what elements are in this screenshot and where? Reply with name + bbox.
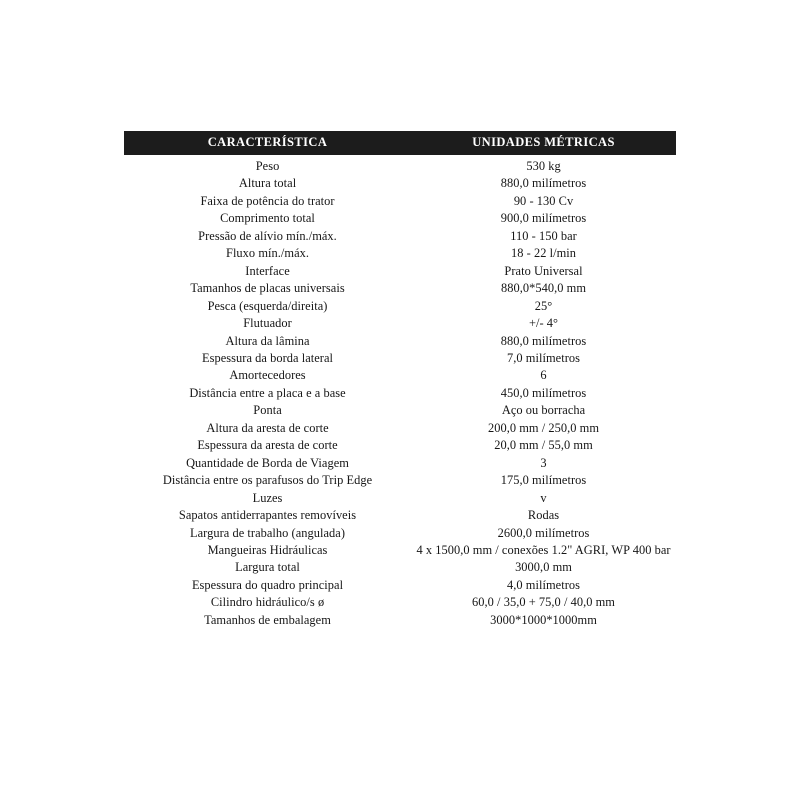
- cell-value: 4,0 milímetros: [507, 577, 580, 592]
- column-header-metric: UNIDADES MÉTRICAS: [411, 131, 676, 155]
- cell-feature: Ponta: [253, 403, 282, 418]
- table-row: [124, 227, 676, 244]
- table-header-row: [124, 131, 676, 155]
- cell-value: 110 - 150 bar: [510, 228, 577, 243]
- cell-feature: Flutuador: [243, 316, 292, 331]
- table-body: [124, 155, 676, 629]
- table-row: [124, 332, 676, 349]
- cell-feature: Tamanhos de embalagem: [204, 612, 331, 627]
- table-row: [124, 541, 676, 558]
- cell-value: 20,0 mm / 55,0 mm: [494, 438, 593, 453]
- cell-feature: Cilindro hidráulico/s ø: [210, 595, 325, 610]
- cell-feature: Luzes: [252, 490, 283, 505]
- cell-feature: Pesca (esquerda/direita): [207, 298, 328, 313]
- column-header-feature: CARACTERÍSTICA: [124, 131, 411, 155]
- cell-value: 90 - 130 Cv: [513, 193, 574, 208]
- cell-feature: Pressão de alívio mín./máx.: [198, 228, 337, 243]
- table-row: [124, 506, 676, 523]
- cell-value: 18 - 22 l/min: [511, 246, 577, 261]
- cell-value: Aço ou borracha: [501, 403, 586, 418]
- table-row: [124, 175, 676, 192]
- cell-feature: Tamanhos de placas universais: [190, 281, 345, 296]
- table-row: [124, 524, 676, 541]
- cell-feature: Largura de trabalho (angulada): [189, 525, 346, 540]
- cell-feature: Espessura do quadro principal: [191, 577, 344, 592]
- cell-value: 4 x 1500,0 mm / conexões 1.2" AGRI, WP 400 bar: [416, 542, 671, 557]
- specifications-table-container: [124, 131, 676, 629]
- cell-feature: Sapatos antiderrapantes removíveis: [178, 508, 357, 523]
- table-row: [124, 192, 676, 209]
- cell-value: v: [540, 490, 547, 505]
- cell-value: 6: [540, 368, 547, 383]
- table-row: [124, 155, 676, 175]
- cell-value: 3000*1000*1000mm: [490, 612, 597, 627]
- cell-feature: Interface: [245, 263, 290, 278]
- table-row: [124, 349, 676, 366]
- table-row: [124, 280, 676, 297]
- cell-feature: Altura da aresta de corte: [206, 420, 329, 435]
- table-row: [124, 454, 676, 471]
- cell-feature: Largura total: [235, 560, 300, 575]
- cell-value: 880,0*540,0 mm: [501, 281, 587, 296]
- cell-value: 175,0 milímetros: [500, 473, 587, 488]
- cell-value: Prato Universal: [504, 263, 583, 278]
- cell-value: 880,0 milímetros: [500, 333, 587, 348]
- table-row: [124, 576, 676, 593]
- cell-feature: Espessura da aresta de corte: [197, 438, 338, 453]
- table-row: [124, 472, 676, 489]
- table-row: [124, 594, 676, 611]
- cell-value: 25°: [534, 298, 553, 313]
- table-row: [124, 367, 676, 384]
- cell-value: 60,0 / 35,0 + 75,0 / 40,0 mm: [472, 595, 615, 610]
- cell-feature: Altura da lâmina: [225, 333, 310, 348]
- cell-feature: Fluxo mín./máx.: [226, 246, 310, 261]
- specifications-table: [124, 131, 676, 629]
- table-row: [124, 419, 676, 436]
- cell-value: 530 kg: [526, 159, 561, 173]
- cell-feature: Distância entre os parafusos do Trip Edge: [162, 473, 373, 488]
- cell-feature: Distância entre a placa e a base: [189, 385, 346, 400]
- table-row: [124, 611, 676, 628]
- cell-value: 3000,0 mm: [515, 560, 572, 575]
- cell-value: 7,0 milímetros: [507, 350, 580, 365]
- table-header: [124, 131, 676, 155]
- table-row: [124, 489, 676, 506]
- cell-feature: Amortecedores: [229, 368, 306, 383]
- cell-feature: Peso: [255, 159, 280, 173]
- table-row: [124, 314, 676, 331]
- cell-feature: Comprimento total: [220, 211, 315, 226]
- table-row: [124, 210, 676, 227]
- cell-value: 2600,0 milímetros: [497, 525, 590, 540]
- cell-feature: Quantidade de Borda de Viagem: [186, 455, 349, 470]
- cell-feature: Espessura da borda lateral: [202, 350, 334, 365]
- cell-value: +/- 4°: [528, 316, 559, 331]
- table-row: [124, 262, 676, 279]
- cell-value: Rodas: [527, 508, 560, 523]
- cell-value: 450,0 milímetros: [500, 385, 587, 400]
- cell-value: 900,0 milímetros: [500, 211, 587, 226]
- table-row: [124, 437, 676, 454]
- table-row: [124, 297, 676, 314]
- cell-feature: Altura total: [238, 176, 297, 191]
- table-row: [124, 384, 676, 401]
- table-row: [124, 559, 676, 576]
- table-row: [124, 245, 676, 262]
- cell-value: 880,0 milímetros: [500, 176, 587, 191]
- cell-feature: Faixa de potência do trator: [200, 193, 335, 208]
- table-row: [124, 402, 676, 419]
- cell-value: 200,0 mm / 250,0 mm: [487, 420, 600, 435]
- cell-value: 3: [540, 455, 547, 470]
- cell-feature: Mangueiras Hidráulicas: [207, 542, 328, 557]
